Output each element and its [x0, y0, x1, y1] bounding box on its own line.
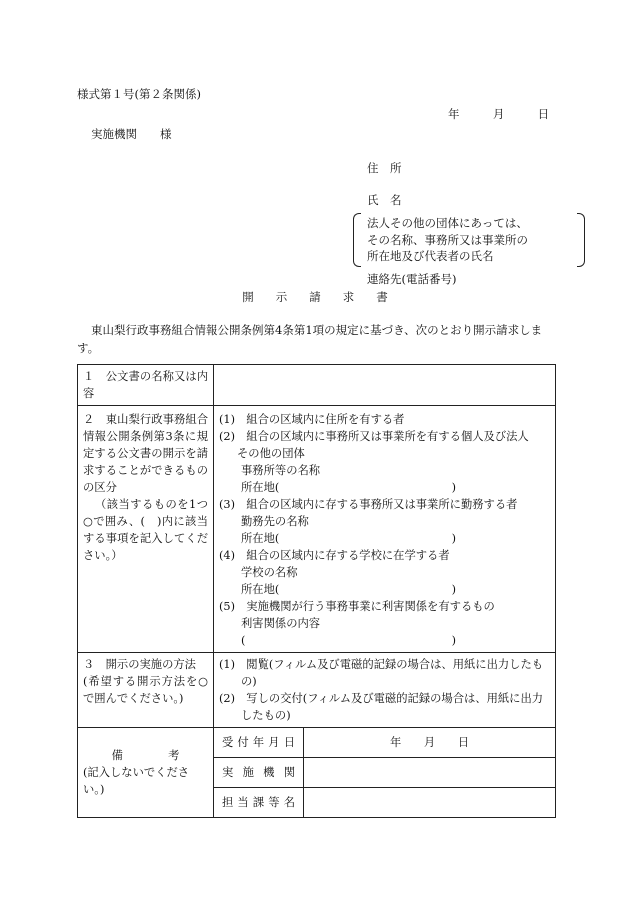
- section-field[interactable]: [304, 788, 556, 818]
- list-item: 事務所等の名称: [241, 464, 321, 477]
- list-item: (4) 組合の区域内に存する学校に在学する者: [219, 549, 450, 562]
- table-row: [78, 365, 556, 406]
- contact-label: 連絡先(電話番号): [367, 271, 457, 286]
- date-year: 年: [448, 107, 460, 121]
- list-item: 利害関係の内容: [241, 617, 321, 630]
- name-label: 氏 名: [367, 193, 402, 207]
- document-name-label: １ 公文書の名称又は内容: [78, 365, 214, 406]
- list-item: 所在地( ): [241, 532, 456, 545]
- document-title: 開示請求書: [242, 290, 410, 304]
- disclosure-method-label: [78, 653, 214, 728]
- list-item: ( ): [241, 634, 456, 647]
- address-label: 住 所: [367, 161, 402, 175]
- remarks-title: 備 考: [111, 749, 180, 762]
- section-label: 担当課等名: [214, 788, 304, 818]
- method-label-text: ３ 開示の実施の方法: [83, 658, 196, 671]
- method-note: (希望する開示方法を○で囲んでください。): [83, 675, 208, 705]
- request-table: [77, 364, 556, 818]
- list-item: (1) 閲覧(フィルム及び電磁的記録の場合は、用紙に出力したもの): [219, 658, 544, 688]
- table-row: [78, 653, 556, 728]
- list-item: (1) 組合の区域内に住所を有する者: [219, 413, 405, 426]
- requester-category-options[interactable]: [214, 406, 556, 653]
- agency-label: 実施機関: [214, 758, 304, 788]
- list-item: その他の団体: [237, 447, 305, 460]
- corp-note-line: その名称、事務所又は事業所の: [367, 232, 528, 247]
- list-item: 所在地( ): [241, 481, 456, 494]
- corporate-note: [353, 215, 581, 265]
- list-item: (2) 写しの交付(フィルム及び電磁的記録の場合は、用紙に出力したもの): [219, 692, 544, 722]
- date-month: 月: [492, 107, 505, 121]
- receipt-date-value: 年 月 日: [304, 728, 556, 758]
- list-item: 所在地( ): [241, 583, 456, 596]
- list-item: 学校の名称: [241, 566, 298, 579]
- date-line: [448, 106, 549, 122]
- list-item: (3) 組合の区域内に存する事務所又は事業所に勤務する者: [219, 498, 518, 511]
- list-item: (5) 実施機関が行う事務事業に利害関係を有するもの: [219, 600, 495, 613]
- list-item: 勤務先の名称: [241, 515, 309, 528]
- category-label-text: ２ 東山梨行政事務組合情報公開条例第3条に規定する公文書の開示を請求することができるものの区分: [83, 413, 208, 494]
- table-row: [78, 406, 556, 653]
- category-note: （該当するものを1つ○で囲み、( )内に該当する事項を記入してください。）: [83, 498, 208, 562]
- remarks-label: [78, 728, 214, 818]
- form-number: 様式第１号(第２条関係): [77, 87, 201, 101]
- corp-note-line: 所在地及び代表者の氏名: [367, 249, 494, 263]
- document-name-field[interactable]: [214, 365, 556, 406]
- table-row: [78, 728, 556, 758]
- date-day: 日: [537, 107, 550, 121]
- requester-category-label: [78, 406, 214, 653]
- agency-field[interactable]: [304, 758, 556, 788]
- corp-note-line: 法人その他の団体にあっては、: [367, 216, 528, 230]
- receipt-date-label: 受付年月日: [214, 728, 304, 758]
- remarks-note: (記入しないでください。): [83, 766, 190, 796]
- intro-text: 東山梨行政事務組合情報公開条例第4条第1項の規定に基づき、次のとおり開示請求します。: [77, 323, 543, 355]
- disclosure-method-options[interactable]: [214, 653, 556, 728]
- addressee: 実施機関 様: [91, 127, 172, 141]
- list-item: (2) 組合の区域内に事務所又は事業所を有する個人及び法人: [219, 430, 529, 443]
- applicant-block: [367, 160, 581, 288]
